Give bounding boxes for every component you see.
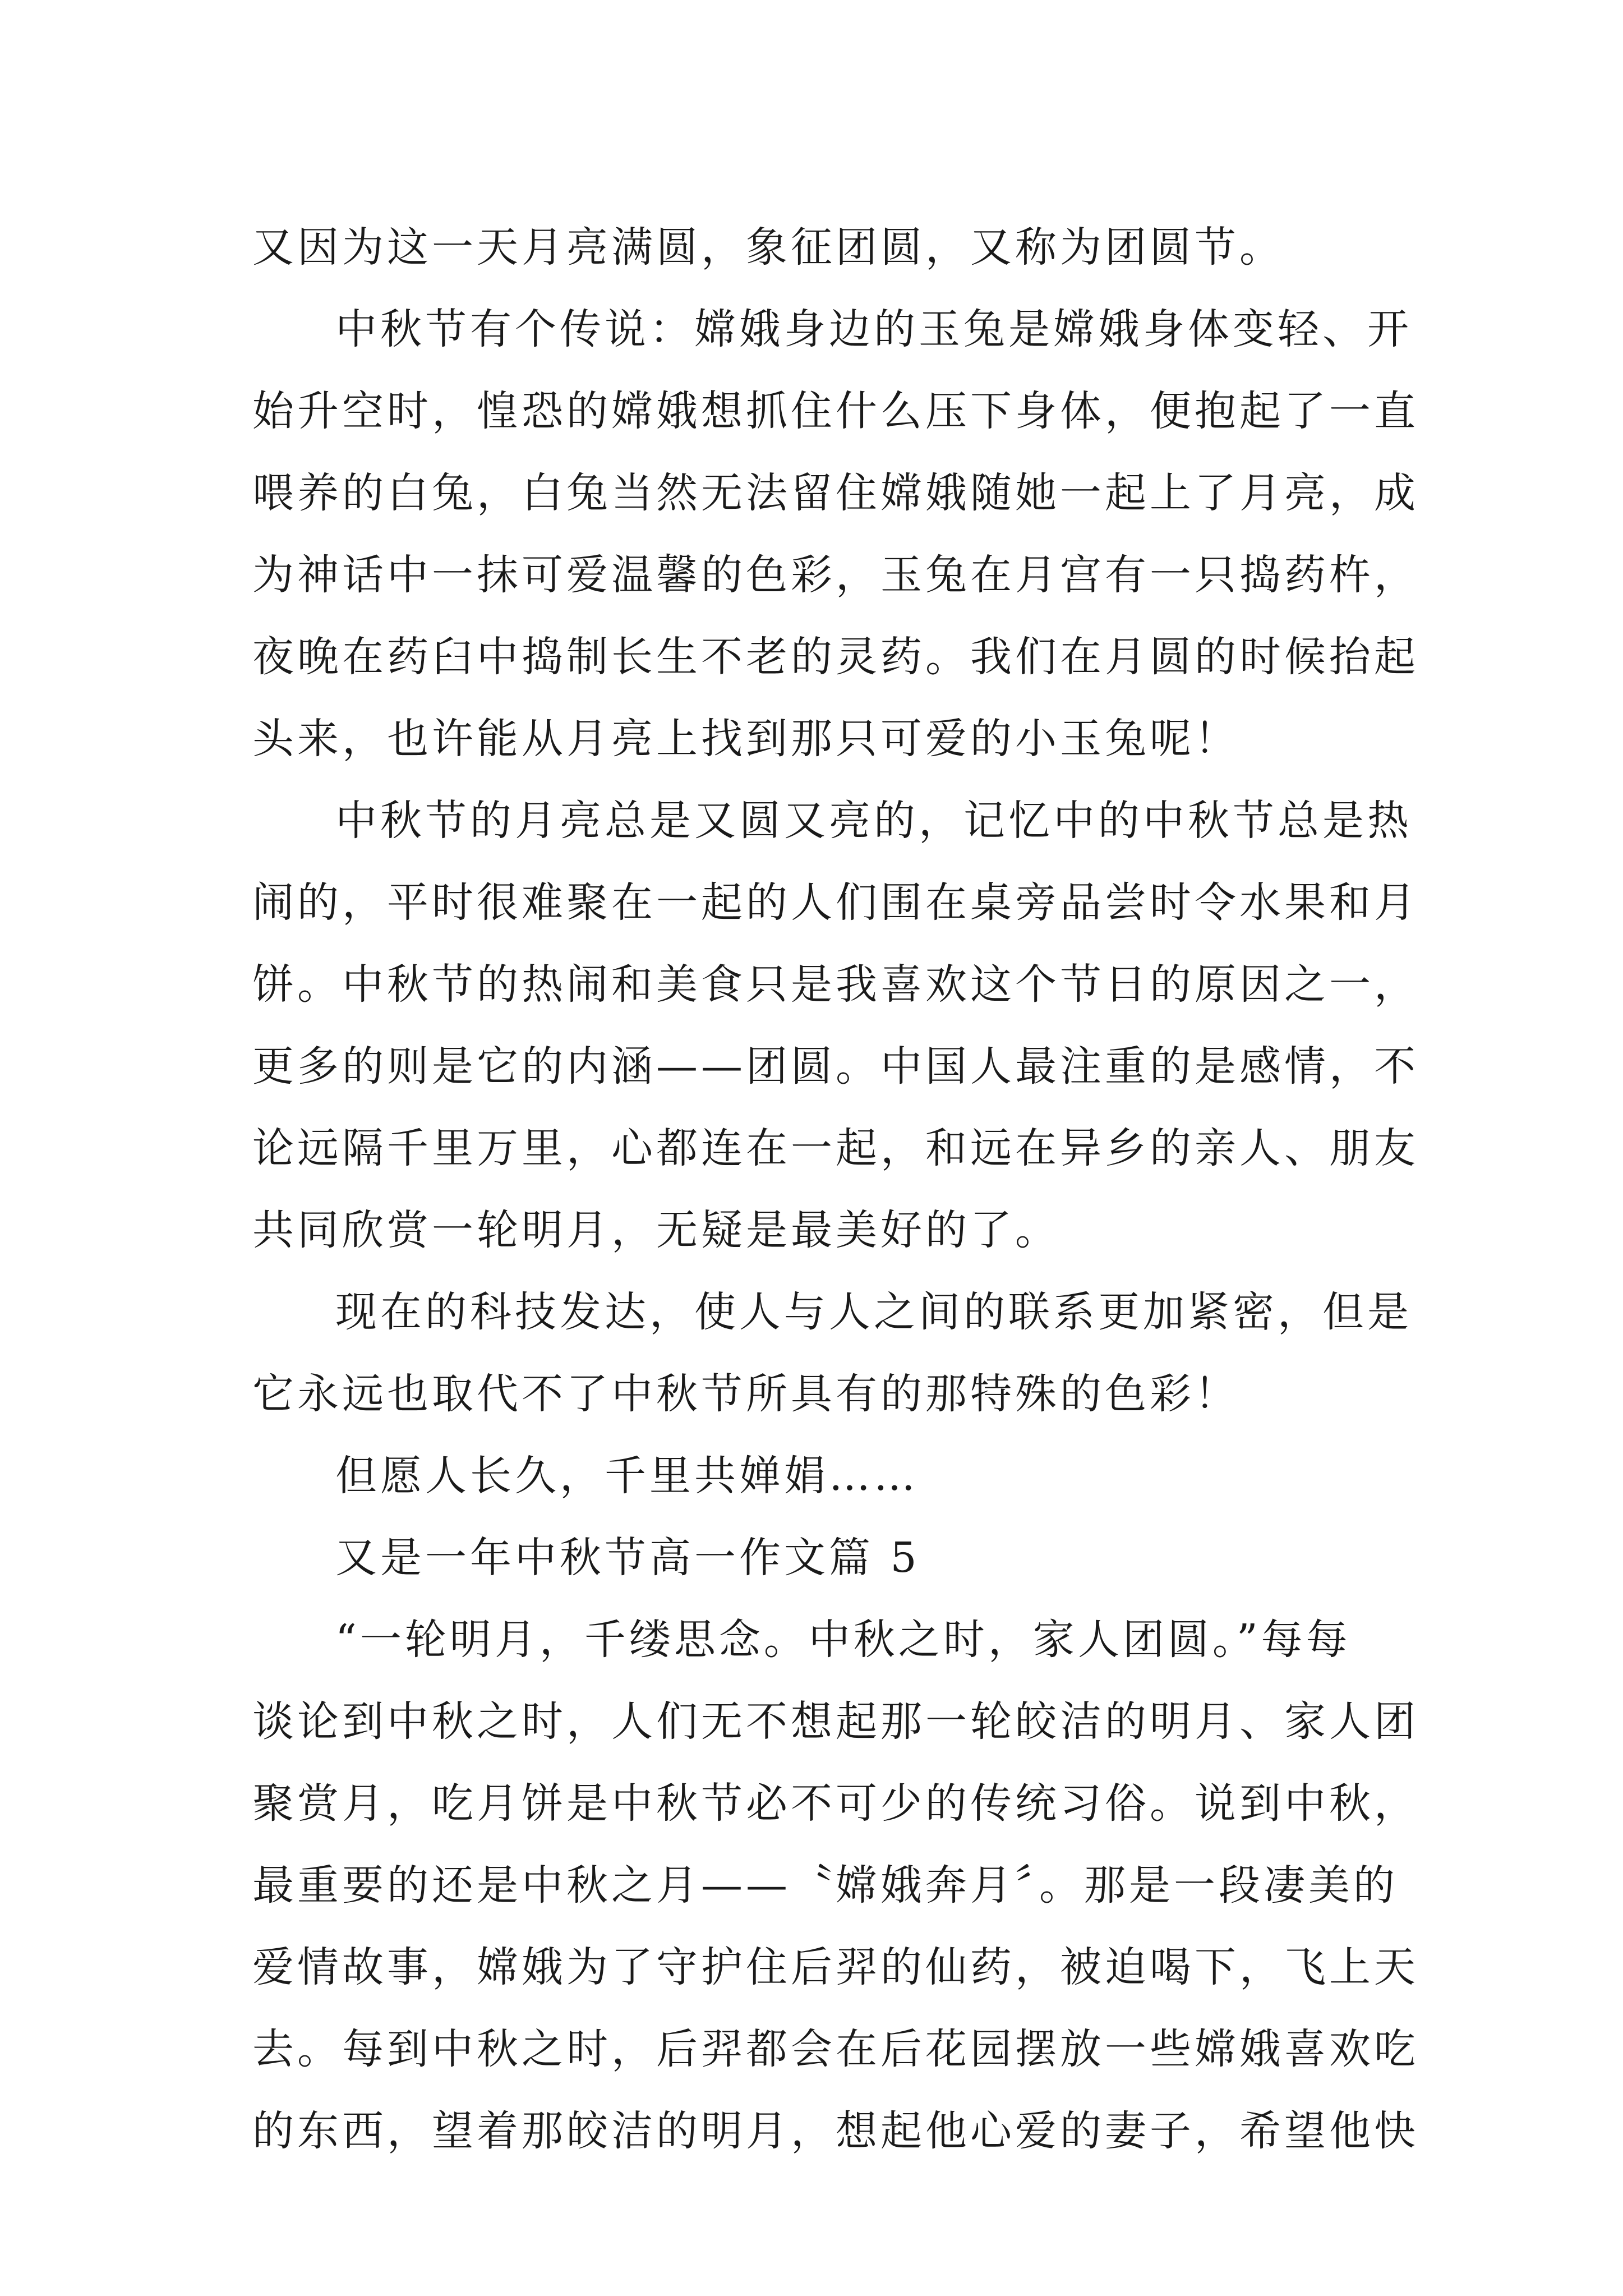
text-line: 去。每到中秋之时，后羿都会在后花园摆放一些嫦娥喜欢吃 xyxy=(252,2025,1419,2073)
text-line: 它永远也取代不了中秋节所具有的那特殊的色彩！ xyxy=(252,1370,1239,1418)
paragraph-start-line: 中秋节的月亮总是又圆又亮的，记忆中的中秋节总是热 xyxy=(335,797,1412,845)
text-line: 闹的，平时很难聚在一起的人们围在桌旁品尝时令水果和月 xyxy=(252,878,1419,927)
text-line: 谈论到中秋之时，人们无不想起那一轮皎洁的明月、家人团 xyxy=(252,1697,1419,1746)
paragraph-start-line: “一轮明月，千缕思念。中秋之时，家人团圆。”每每 xyxy=(335,1616,1351,1664)
text-line: 共同欣赏一轮明月，无疑是最美好的了。 xyxy=(252,1206,1060,1254)
paragraph-start-line: 中秋节有个传说：嫦娥身边的玉兔是嫦娥身体变轻、开 xyxy=(335,305,1412,353)
text-line: 爱情故事，嫦娥为了守护住后羿的仙药，被迫喝下，飞上天 xyxy=(252,1943,1419,1991)
text-line: 为神话中一抹可爱温馨的色彩，玉兔在月宫有一只捣药杵， xyxy=(252,551,1419,599)
text-line: 聚赏月，吃月饼是中秋节必不可少的传统习俗。说到中秋， xyxy=(252,1779,1419,1828)
body-text xyxy=(252,206,1419,2172)
text-line: 饼。中秋节的热闹和美食只是我喜欢这个节日的原因之一， xyxy=(252,960,1419,1009)
text-line: 最重要的还是中秋之月——〝嫦娥奔月〞。那是一段凄美的 xyxy=(252,1861,1398,1910)
text-line: 头来，也许能从月亮上找到那只可爱的小玉兔呢！ xyxy=(252,715,1239,763)
paragraph-start-line: 现在的科技发达，使人与人之间的联系更加紧密，但是 xyxy=(335,1288,1412,1336)
text-line: 始升空时，惶恐的嫦娥想抓住什么压下身体，便抱起了一直 xyxy=(252,387,1419,435)
text-line: 更多的则是它的内涵——团圆。中国人最注重的是感情，不 xyxy=(252,1042,1419,1091)
section-heading: 又是一年中秋节高一作文篇 5 xyxy=(335,1534,920,1582)
text-line: 的东西，望着那皎洁的明月，想起他心爱的妻子，希望他快 xyxy=(252,2107,1419,2155)
text-line: 夜晚在药臼中捣制长生不老的灵药。我们在月圆的时候抬起 xyxy=(252,633,1419,681)
text-line: 又因为这一天月亮满圆，象征团圆，又称为团圆节。 xyxy=(252,223,1284,272)
text-line: 论远隔千里万里，心都连在一起，和远在异乡的亲人、朋友 xyxy=(252,1124,1419,1172)
text-line: 喂养的白兔，白兔当然无法留住嫦娥随她一起上了月亮，成 xyxy=(252,469,1419,517)
paragraph-start-line: 但愿人长久，千里共婵娟…… xyxy=(335,1452,919,1500)
